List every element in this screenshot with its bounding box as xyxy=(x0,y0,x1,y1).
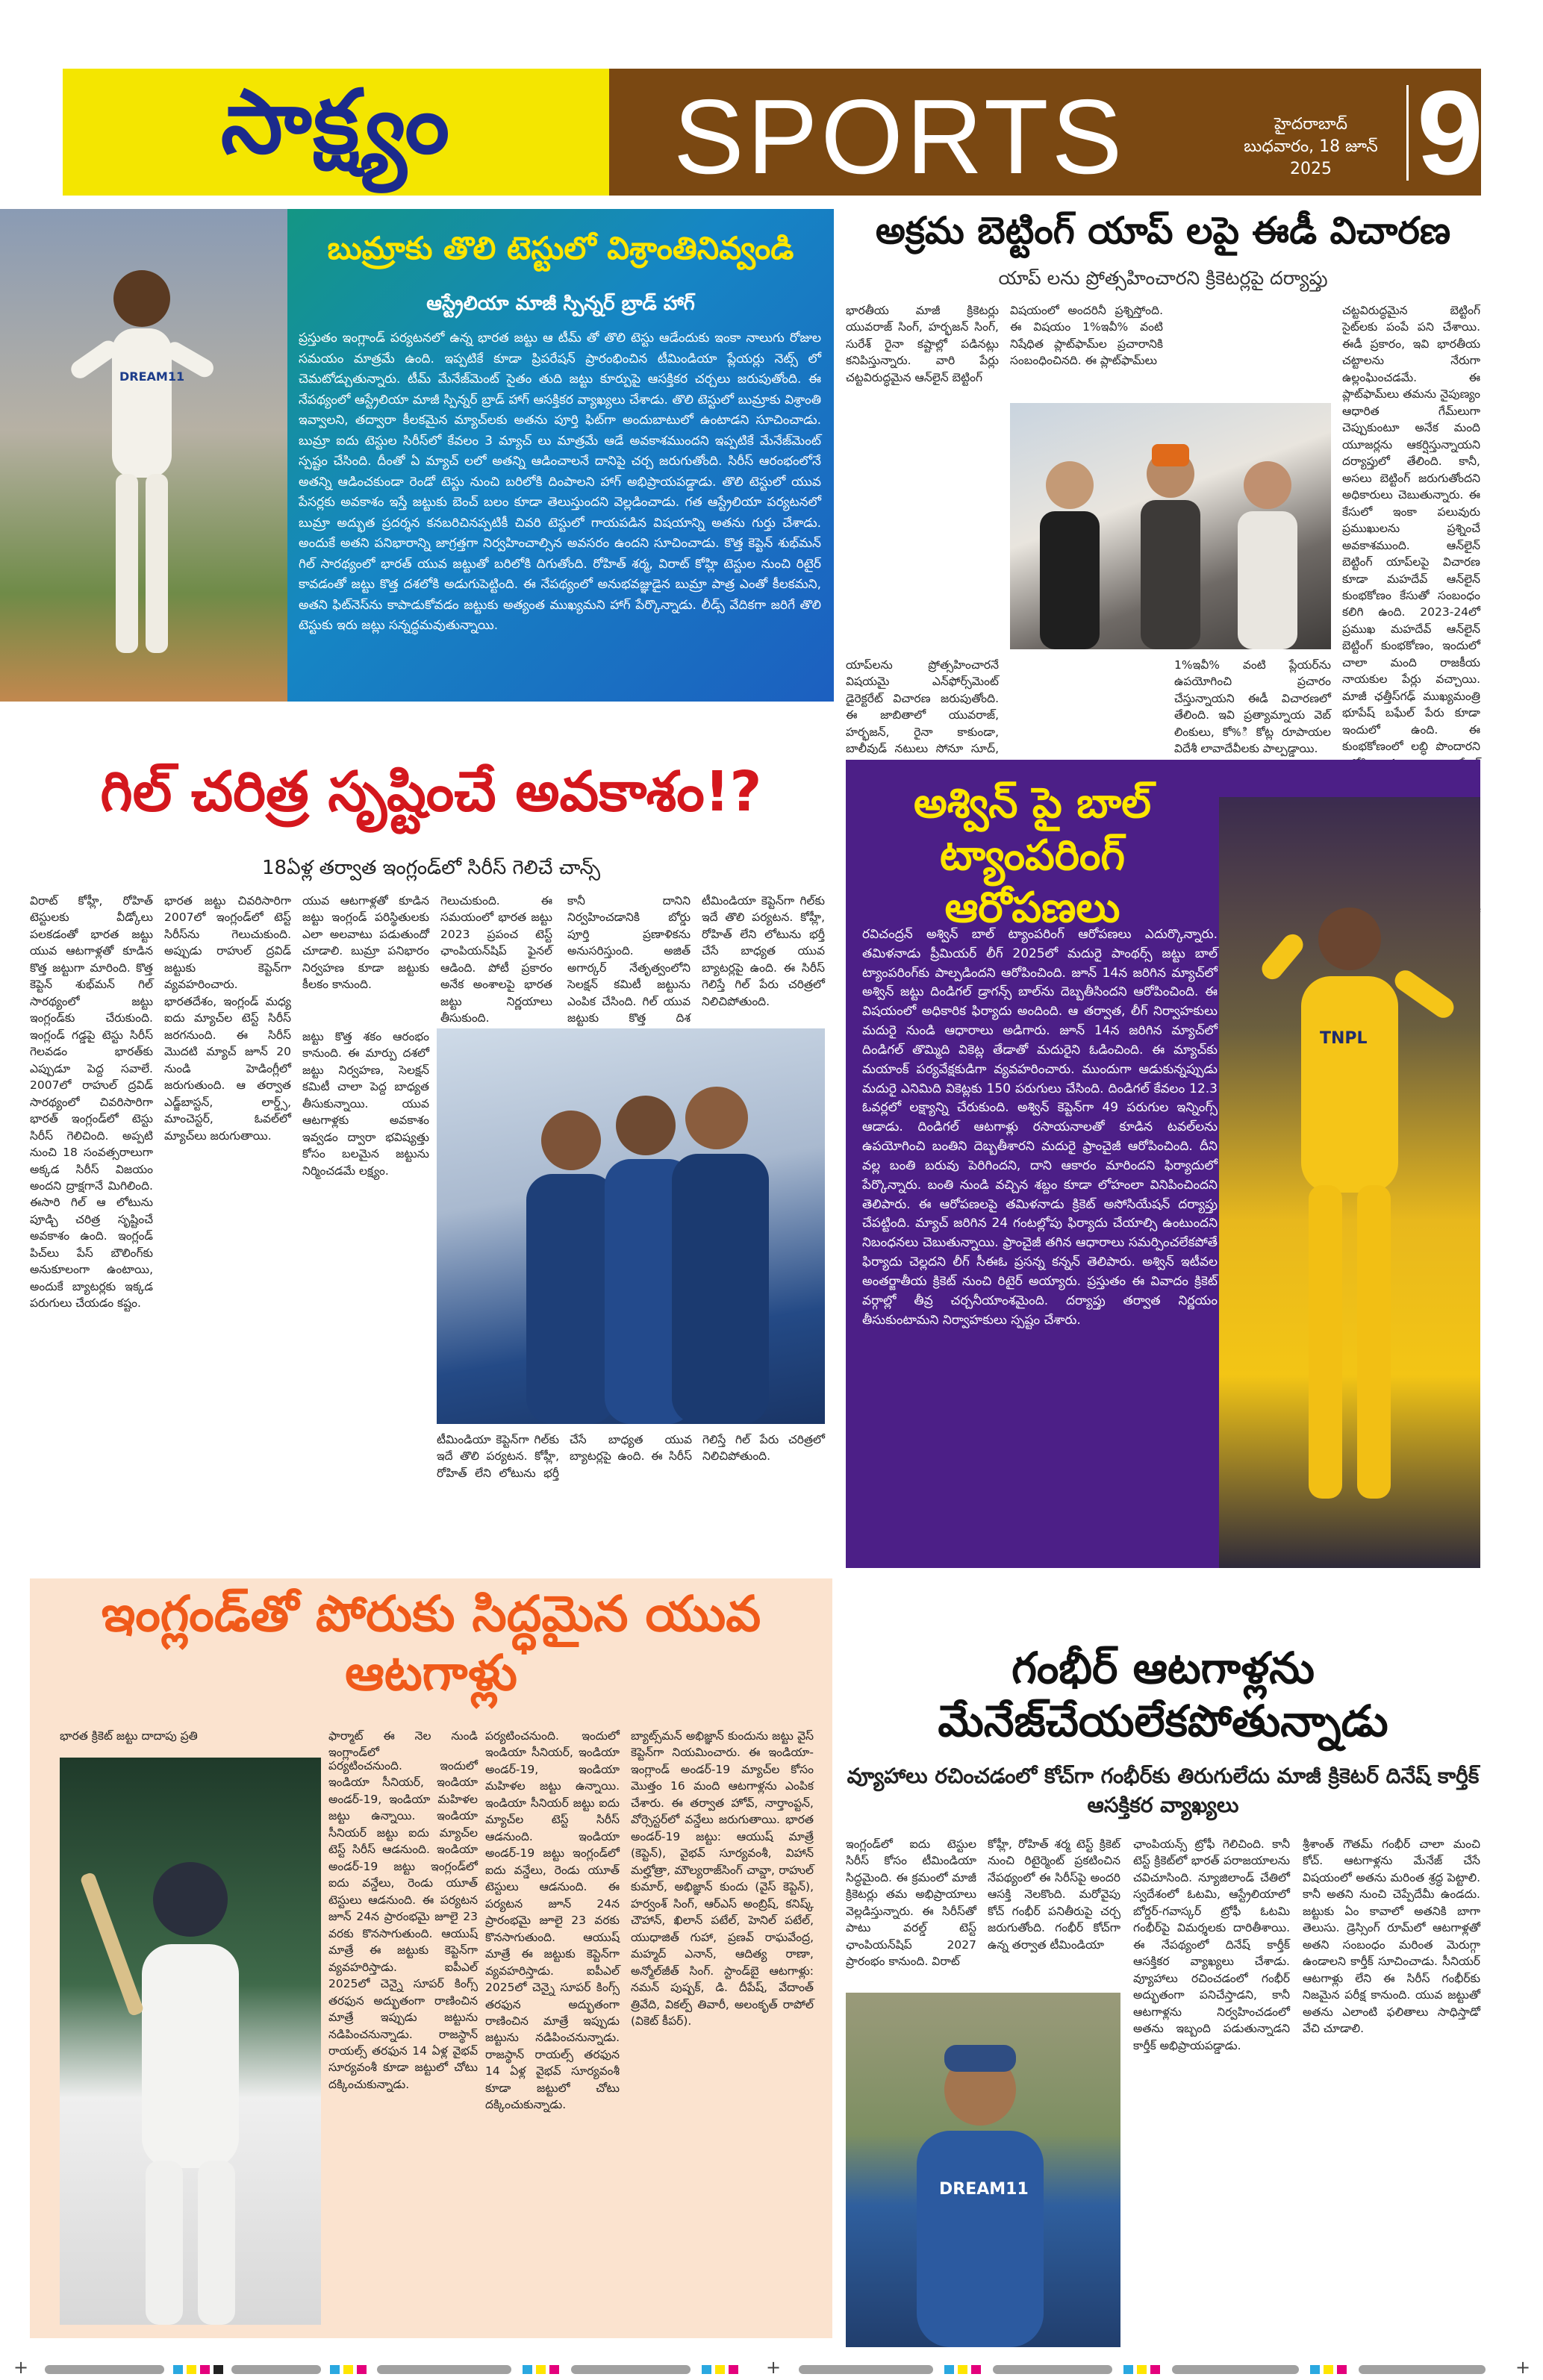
registration-bar xyxy=(1172,2365,1299,2374)
yellow-swatch-icon xyxy=(1137,2365,1147,2374)
players-group-figure-icon xyxy=(437,1028,825,1424)
england-column-4: బ్యాట్స్‌మన్ అభిజ్ఞాన్ కుందును జట్టు వైస్ కెప్టెన్‌గా నియమించారు. ఈ ఇండియా-ఇంగ్లాండ్ అండర్-19 మ్యాచ్‌ల కోసం మొత్తం 16 మంది ఆటగాళ్లను ఎంపిక చేశారు. ఈ తర్వాత హోవ్, నార్తాంప్టన్, వోర్సెస్టర్‌లో వన్డేలు జరుగుతాయి. భారత అండర్-19 జట్టు: ఆయుష్ మాత్రే (కెప్టెన్), వైభవ్ సూర్యవంశీ, విహాన్ మల్హోత్రా, మౌల్యరాజ్‌సింగ్ చావ్డా, రాహుల్ కుమార్, అభిజ్ఞాన్ కుందు (వైస్ కెప్టెన్), హర్వంశ్ సింగ్, ఆర్ఎస్ అంబ్రిష్, కనిష్క్ చౌహాన్, ఖిలాన్ పటేల్, హెనిల్ పటేల్, యుధాజిత్ గుహా, ప్రణవ్ రాఘవేంద్ర, మహ్మద్ ఎనాన్, ఆదిత్య రాణా, అన్మోల్‌జీత్ సింగ్. స్టాండ్‌బై ఆటగాళ్లు: నమన్ పుష్పక్, డి. దీపేష్, వేదాంత్ త్రివేది, వికల్ప్ తివారీ, అలంకృత్ రాపోల్ (వికెట్ కీపర్). xyxy=(631,1729,814,2028)
logo-text: సాక్ష్యం xyxy=(220,69,452,173)
registration-bar xyxy=(377,2365,511,2374)
edition-city: హైదరాబాద్ xyxy=(1274,115,1347,134)
bumrah-celebration-photo xyxy=(0,209,287,702)
registration-mark-icon: + xyxy=(766,2357,782,2378)
england-headline[interactable]: ఇంగ్లండ్‌తో పోరుకు సిద్ధమైన యువ ఆటగాళ్లు xyxy=(101,1585,761,1702)
magenta-swatch-icon xyxy=(1150,2365,1160,2374)
gambhir-subhead: వ్యూహాలు రచించడంలో కోచ్‌గా గంభీర్‌కు తిరుగులేదు మాజీ క్రికెటర్ దినేష్ కార్తీక్ ఆసక్తికర వ్యాఖ్యలు xyxy=(847,1764,1480,1818)
ashwin-photo xyxy=(1219,797,1480,1568)
yellow-swatch-icon xyxy=(1324,2365,1333,2374)
gambhir-column-1: ఇంగ్లండ్‌లో ఐదు టెస్టుల సిరీస్ కోసం టీమిండియా సిద్ధమైంది. ఈ క్రమంలో మాజీ క్రికెటర్లు తమ అభిప్రాయాలు వెల్లడిస్తున్నారు. ఈ సిరీస్‌తో పాటు వరల్డ్ టెస్ట్ ఛాంపియన్‌షిప్ 2027 ప్రారంభం కానుంది. విరాట్ xyxy=(846,1837,976,1969)
registration-bar xyxy=(799,2365,933,2374)
bumrah-headline[interactable]: బుమ్రాకు తొలి టెస్టులో విశ్రాంతినివ్వండి xyxy=(327,230,794,266)
ashwin-headline[interactable]: అశ్విన్ పై బాల్ ట్యాంపరింగ్ ఆరోపణలు xyxy=(914,779,1151,932)
batsman-figure-icon xyxy=(60,1758,321,2325)
gill-column-2: భారత జట్టు చివరిసారిగా 2007లో ఇంగ్లండ్‌లో టెస్ట్ సిరీస్‌ను గెలుచుకుంది. అప్పుడు రాహుల్ ద్రవిడ్ జట్టుకు కెప్టెన్‌గా వ్యవహరించారు. భారతదేశం, ఇంగ్లండ్ మధ్య ఐదు మ్యాచ్‌ల టెస్ట్ సిరీస్ జరగనుంది. ఈ సిరీస్ మొదటి మ్యాచ్ జూన్ 20 నుండి హెడింగ్లీలో జరుగుతుంది. ఆ తర్వాత ఎడ్జ్‌బాస్టన్, లార్డ్స్, మాంచెస్టర్, ఓవల్‌లో మ్యాచ్‌లు జరుగుతాయి. xyxy=(164,894,291,1143)
betting-column-1-continued: యాప్‌లను ప్రోత్సహించారనే విషయమై ఎన్‌ఫోర్స్‌మెంట్ డైరెక్టరేట్ విచారణ జరుపుతోంది. ఈ జాబితాలో యువరాజ్, హర్భజన్, రైనా కాకుండా, బాలీవుడ్ నటులు సోనూ సూద్, xyxy=(846,658,999,756)
yellow-swatch-icon xyxy=(343,2365,353,2374)
betting-column-2-continued: 1%ఇవీ% వంటి ప్లేయర్‌ను ఉపయోగించి ప్రచారం చేస్తున్నాయని ఈడీ విచారణలో తేలింది. ఇవి ప్రత్యామ్నాయ వెబ్ లింకులు, కో%ి కోట్ల రూపాయల విదేశీ లావాదేవీలకు పాల్పడ్డాయి. xyxy=(1174,658,1331,756)
yellow-swatch-icon xyxy=(536,2365,546,2374)
gill-column-6: కానీ దానిని నిర్వహించడానికి బోర్డు పూర్తి ప్రణాళికను అనుసరిస్తుంది. అజిత్ అగార్కర్ నేతృత్వంలోని సెలక్షన్ కమిటీ జట్టును ఎంపిక చేసింది. గిల్ యువ జట్టుకు కొత్త దిశ xyxy=(567,894,691,1025)
magenta-swatch-icon xyxy=(729,2365,738,2374)
gill-column-4: గెలుచుకుంది. ఈ సమయంలో భారత జట్టు 2023 ప్రపంచ టెస్ట్ ఛాంపియన్‌షిప్ ఫైనల్ ఆడింది. పోటీ ప్రకారం అనేక అంశాలపై భారత జట్టు నిర్ణయాలు తీసుకుంది. xyxy=(440,894,552,1025)
yellow-swatch-icon xyxy=(715,2365,725,2374)
gill-column-3: యువ ఆటగాళ్లతో కూడిన జట్టు ఇంగ్లండ్ పరిస్థితులకు ఎలా అలవాటు పడుతుందో చూడాలి. బుమ్రా పనిభారం నిర్వహణ కూడా జట్టుకు కీలకం కానుంది. xyxy=(302,894,429,992)
betting-subhead: యాప్ లను ప్రోత్సహించారని క్రికెటర్లపై దర్యాప్తు xyxy=(998,267,1328,289)
gambhir-photo xyxy=(846,1993,1120,2347)
cyan-swatch-icon xyxy=(330,2365,340,2374)
cyan-swatch-icon xyxy=(1310,2365,1320,2374)
betting-column-2: విషయంలో అందరినీ ప్రశ్నిస్తోంది. ఈ విషయం 1%ఇవీ% వంటి నిషేధిత ప్లాట్‌ఫామ్‌ల ప్రచారానికి సంబంధించినది. ఈ ప్లాట్‌ఫామ్‌లు xyxy=(1010,304,1163,368)
cyan-swatch-icon xyxy=(944,2365,954,2374)
gill-headline[interactable]: గిల్ చరిత్ర సృష్టించే అవకాశం!? xyxy=(100,760,762,824)
registration-bar xyxy=(993,2365,1112,2374)
banner-divider xyxy=(1406,85,1409,181)
registration-bar xyxy=(571,2365,691,2374)
gill-column-7: టీమిండియా కెప్టెన్‌గా గిల్‌కు ఇదే తొలి పర్యటన. కోహ్లీ, రోహిత్ లేని లోటును భర్తీ చేసే బాధ్యత యువ బ్యాటర్లపై ఉంది. ఈ సిరీస్ గెలిస్తే గిల్ పేరు చరిత్రలో నిలిచిపోతుంది. xyxy=(702,894,825,1008)
story-gill[interactable] xyxy=(30,760,832,1543)
cyan-swatch-icon xyxy=(523,2365,532,2374)
england-batsman-photo xyxy=(60,1758,321,2325)
edition-date: బుధవారం, 18 జూన్ 2025 xyxy=(1244,137,1378,178)
yellow-swatch-icon xyxy=(958,2365,967,2374)
gambhir-headline[interactable]: గంభీర్ ఆటగాళ్లను మేనేజ్‌చేయలేకపోతున్నాడు xyxy=(938,1643,1388,1746)
magenta-swatch-icon xyxy=(357,2365,367,2374)
svg-text:DREAM11: DREAM11 xyxy=(119,369,185,384)
svg-text:TNPL: TNPL xyxy=(1320,1029,1368,1048)
story-ashwin[interactable] xyxy=(846,760,1480,1568)
cyan-swatch-icon xyxy=(173,2365,183,2374)
coach-figure-icon xyxy=(846,1993,1120,2347)
magenta-swatch-icon xyxy=(200,2365,210,2374)
magenta-swatch-icon xyxy=(549,2365,559,2374)
gill-column-1: విరాట్ కోహ్లీ, రోహిత్ టెస్టులకు వీడ్కోలు పలకడంతో భారత జట్టు యువ ఆటగాళ్లతో కూడిన కొత్త జట్టుగా మారింది. కొత్త కెప్టెన్ శుభ్‌మన్ గిల్ సారథ్యంలో జట్టు ఇంగ్లండ్‌కు చేరుకుంది. ఇంగ్లండ్ గడ్డపై టెస్టు సిరీస్ గెలవడం భారత్‌కు ఎప్పుడూ పెద్ద సవాలే. 2007లో రాహుల్ ద్రవిడ్ సారథ్యంలో చివరిసారిగా భారత్ ఇంగ్లండ్‌లో టెస్టు సిరీస్ గెలిచింది. అప్పటి నుంచి 18 సంవత్సరాలుగా అక్కడ సిరీస్ విజయం అందని ద్రాక్షగానే మిగిలింది. ఈసారి గిల్ ఆ లోటును పూడ్చి చరిత్ర సృష్టించే అవకాశం ఉంది. ఇంగ్లండ్ పిచ్‌లు పేస్ బౌలింగ్‌కు అనుకూలంగా ఉంటాయి, అందుకే బ్యాటర్లకు ఇక్కడ పరుగులు చేయడం కష్టం. xyxy=(30,894,153,1311)
story-betting[interactable] xyxy=(846,209,1480,756)
newspaper-logo[interactable] xyxy=(63,69,609,196)
betting-column-3: చట్టవిరుద్ధమైన బెట్టింగ్ సైట్‌లకు పంపే పని చేశాయి. ఈడీ ప్రకారం, ఇవి భారతీయ చట్టాలను నేరుగా ఉల్లంఘించడమే. ఈ ప్లాట్‌ఫామ్‌లు తమను నైపుణ్యం ఆధారిత గేమ్‌లుగా చెప్పుకుంటూ అనేక మంది యూజర్లను ఆకర్షిస్తున్నాయని దర్యాప్తులో తేలింది. కానీ, అసలు బెట్టింగ్ జరుగుతోందని అధికారులు చెబుతున్నారు. ఈ కేసులో ఇంకా పలువురు ప్రముఖులను ప్రశ్నించే అవకాశముంది. ఆన్‌లైన్ బెట్టింగ్ యాప్‌లపై విచారణ కూడా మహదేవ్ ఆన్‌లైన్ కుంభకోణం కేసుతో సంబంధం కలిగి ఉంది. 2023-24లో ప్రముఖ మహదేవ్ ఆన్‌లైన్ బెట్టింగ్ కుంభకోణం, ఇందులో చాలా మంది రాజకీయ నాయకుల పేర్లు వచ్చాయి. మాజీ ఛత్తీస్‌గఢ్ ముఖ్యమంత్రి భూపేష్ బఘేల్ పేరు కూడా ఇందులో ఉంది. ఈ కుంభకోణంలో లబ్ధి పొందారని xyxy=(1342,304,1480,754)
ashwin-headline-box xyxy=(846,778,1219,934)
registration-bar xyxy=(231,2365,321,2374)
registration-bar xyxy=(1359,2365,1486,2374)
gill-subhead: 18ఏళ్ల తర్వాత ఇంగ్లండ్‌లో సిరీస్ గెలిచే చాన్స్ xyxy=(262,857,600,879)
story-gambhir[interactable] xyxy=(846,1642,1480,2347)
masthead xyxy=(63,66,1483,199)
bowler-figure-icon xyxy=(1219,797,1480,1568)
england-column-2-continued: పర్యటించనుంది. ఇందులో ఇండియా సీనియర్, ఇండియా అండర్-19, ఇండియా మహిళల జట్టు ఉన్నాయి. ఇండియా సీనియర్ జట్టు ఐదు మ్యాచ్‌ల టెస్ట్ సిరీస్ ఆడనుంది. ఇండియా అండర్-19 జట్టు ఇంగ్లండ్‌లో ఐదు వన్డేలు, రెండు యూత్ టెస్టులు ఆడనుంది. ఈ పర్యటన జూన్ 24న ప్రారంభమై జూలై 23 వరకు కొనసాగుతుంది. ఆయుష్ మాత్రే ఈ జట్టుకు కెప్టెన్‌గా వ్యవహరిస్తాడు. ఐపీఎల్ 2025లో చెన్నై సూపర్ కింగ్స్ తరఫున అద్భుతంగా రాణించిన మాత్రే ఇప్పుడు జట్టును నడిపించనున్నాడు. రాజస్థాన్ రాయల్స్ తరఫున 14 ఏళ్ల వైభవ్ సూర్యవంశీ కూడా జట్టులో చోటు దక్కించుకున్నాడు. xyxy=(328,1759,478,2091)
section-banner xyxy=(609,66,1483,199)
print-registration-strip xyxy=(0,2357,1543,2380)
yellow-swatch-icon xyxy=(187,2365,196,2374)
ashwin-body: రవిచంద్రన్ అశ్విన్ బాల్ ట్యాంపరింగ్ ఆరోపణలు ఎదుర్కొన్నారు. తమిళనాడు ప్రీమియర్ లీగ్ 2025లో మదురై పాంథర్స్ జట్టు బాల్ ట్యాంపరింగ్‌కు పాల్పడిందని ఆరోపించింది. జూన్ 14న జరిగిన మ్యాచ్‌లో అశ్విన్ జట్టు దిండిగల్ డ్రాగన్స్ బాల్‌ను దెబ్బతీసిందని ఆరోపించింది. ఈ విషయంలో అధికారిక ఫిర్యాదు అందింది. ఆ తర్వాత, లీగ్ నిర్వాహకులు మదురై నుండి ఆధారాలు అడిగారు. జూన్ 14న జరిగిన మ్యాచ్‌లో దిండిగల్ తొమ్మిది వికెట్ల తేడాతో మదురైని ఓడించింది. ఈ మ్యాచ్‌కు మయాంక్ పర్యవేక్షకుడిగా వ్యవహరించారు. ముందుగా ఆడుకున్నప్పుడు మదురై ఎనిమిది వికెట్లకు 150 పరుగులు చేసింది. దిండిగల్ కేవలం 12.3 ఓవర్లలో లక్ష్యాన్ని చేరుకుంది. అశ్విన్ కెప్టెన్‌గా 49 పరుగుల ఇన్నింగ్స్ ఆడాడు. దిండిగల్ ఆటగాళ్లు రసాయనాలతో కూడిన టవల్‌లను ఉపయోగించి బంతిని దెబ్బతీశారని మదురై ఫ్రాంచైజీ ఆరోపించింది. దీని వల్ల బంతి బరువు పెరిగిందని, దాని ఆకారం మారిందని ఫిర్యాదులో పేర్కొన్నారు. బంతి నుండి వచ్చిన శబ్దం కూడా లోహంలా వినిపించిందని తెలిపారు. ఈ ఆరోపణలపై తమిళనాడు క్రికెట్ అసోసియేషన్ దర్యాప్తు చేపట్టింది. మ్యాచ్ జరిగిన 24 గంటల్లోపు ఫిర్యాదు చేయాల్సి ఉంటుందని నిబంధనలు చెబుతున్నాయి. ఫ్రాంచైజీ తగిన ఆధారాలు సమర్పించలేకపోతే ఫిర్యాదు చెల్లదని లీగ్ సీఈఓ ప్రసన్న కన్నన్ తెలిపారు. అశ్విన్ ఇటీవల అంతర్జాతీయ క్రికెట్ నుంచి రిటైర్ అయ్యారు. ప్రస్తుతం ఈ వివాదం క్రికెట్ వర్గాల్లో తీవ్ర చర్చనీయాంశమైంది. దర్యాప్తు తర్వాత నిర్ణయం తీసుకుంటామని నిర్వాహకులు స్పష్టం చేశారు. xyxy=(862,927,1218,1328)
svg-text:DREAM11: DREAM11 xyxy=(939,2180,1029,2199)
gill-column-5: జట్టు కొత్త శకం ఆరంభం కానుంది. ఈ మార్పు దశలో జట్టు నిర్వహణ, సెలక్షన్ కమిటీ చాలా పెద్ద బాధ్యత తీసుకున్నాయి. యువ ఆటగాళ్లకు అవకాశం ఇవ్వడం ద్వారా భవిష్యత్తు కోసం బలమైన జట్టును నిర్మించడమే లక్ష్యం. xyxy=(302,1030,429,1178)
magenta-swatch-icon xyxy=(971,2365,981,2374)
england-column-1: భారత క్రికెట్ జట్టు దాదాపు ప్రతి xyxy=(60,1729,198,1743)
england-column-3: పర్యటించనుంది. ఇందులో ఇండియా సీనియర్, ఇండియా అండర్-19, ఇండియా మహిళల జట్టు ఉన్నాయి. ఇండియా సీనియర్ జట్టు ఐదు మ్యాచ్‌ల టెస్ట్ సిరీస్ ఆడనుంది. ఇండియా అండర్-19 జట్టు ఇంగ్లండ్‌లో ఐదు వన్డేలు, రెండు యూత్ టెస్టులు ఆడనుంది. ఈ పర్యటన జూన్ 24న ప్రారంభమై జూలై 23 వరకు కొనసాగుతుంది. ఆయుష్ మాత్రే ఈ జట్టుకు కెప్టెన్‌గా వ్యవహరిస్తాడు. ఐపీఎల్ 2025లో చెన్నై సూపర్ కింగ్స్ తరఫున అద్భుతంగా రాణించిన మాత్రే ఇప్పుడు జట్టును నడిపించనున్నాడు. రాజస్థాన్ రాయల్స్ తరఫున 14 ఏళ్ల వైభవ్ సూర్యవంశీ కూడా జట్టులో చోటు దక్కించుకున్నాడు. xyxy=(485,1729,620,2112)
registration-mark-icon: + xyxy=(1515,2357,1531,2378)
betting-column-1: భారతీయ మాజీ క్రికెటర్లు యువరాజ్ సింగ్, హర్భజన్ సింగ్, సురేశ్ రైనా కష్టాల్లో పడినట్లు కనిపిస్తున్నారు. వారి పేర్లు చట్టవిరుద్ధమైన ఆన్‌లైన్ బెట్టింగ్ xyxy=(846,304,999,384)
three-men-figure-icon xyxy=(1010,403,1331,649)
gambhir-column-2: కోహ్లీ, రోహిత్ శర్మ టెస్ట్ క్రికెట్ నుంచి రిటైర్మెంట్ ప్రకటించిన నేపథ్యంలో ఈ సిరీస్‌పై అందరి ఆసక్తి నెలకొంది. మరోవైపు కోచ్ గంభీర్ పనితీరుపై చర్చ జరుగుతోంది. గంభీర్ కోచ్‌గా ఉన్న తర్వాత టీమిండియా xyxy=(988,1837,1120,1952)
cyan-swatch-icon xyxy=(1123,2365,1133,2374)
england-column-2: ఫార్మాట్ ఈ నెల నుండి ఇంగ్లాండ్‌లో xyxy=(328,1729,478,1760)
story-bumrah[interactable] xyxy=(0,209,834,702)
bumrah-body: ప్రస్తుతం ఇంగ్లాండ్ పర్యటనలో ఉన్న భారత జట్టు ఆ టీమ్ తో తొలి టెస్టు ఆడేందుకు ఇంకా నాలుగు రోజుల సమయం మాత్రమే ఉంది. ఇప్పటికే కూడా ప్రిపరేషన్ ప్రారంభించిన టీమిండియా ప్లేయర్లు నెట్స్ లో చెమటోడ్చుతున్నారు. టీమ్ మేనేజ్‌మెంట్ సైతం తుది జట్టు కూర్పుపై ఆసక్తికర చర్చలు జరుపుతోంది. ఈ నేపథ్యంలో ఆస్ట్రేలియా మాజీ స్పిన్నర్ బ్రాడ్ హాగ్ ఆసక్తికర వ్యాఖ్యలు చేశాడు. తొలి టెస్టులో బుమ్రాకు విశ్రాంతి ఇవ్వాలని, తద్వారా కీలకమైన మ్యాచ్‌లకు అతను పూర్తి ఫిట్‌గా అందుబాటులో ఉంటాడని సూచించాడు. బుమ్రా ఐదు టెస్టుల సిరీస్‌లో కేవలం 3 మ్యాచ్ లు మాత్రమే ఆడే అవకాశముందని ఇప్పటికే మేనేజ్‌మెంట్ స్పష్టం చేసింది. దీంతో ఏ మ్యాచ్ లలో అతన్ని ఆడించాలనే దానిపై చర్చ జరుగుతోంది. సిరీస్ ఆరంభంలోనే అతన్ని ఆడించకుండా రెండో టెస్టు నుంచి బరిలోకి దింపాలని హాగ్ అభిప్రాయపడ్డాడు. తొలి టెస్టులో యువ పేసర్లకు అవకాశం ఇస్తే జట్టుకు బెంచ్ బలం కూడా తెలుస్తుందని వెల్లడించాడు. గత ఆస్ట్రేలియా పర్యటనలో బుమ్రా అద్భుత ప్రదర్శన కనబరిచినప్పటికీ చివరి టెస్టులో గాయపడిన విషయాన్ని అతను గుర్తు చేశాడు. అందుకే అతని పనిభారాన్ని జాగ్రత్తగా నిర్వహించాల్సిన అవసరం ఉందని సూచించాడు. కొత్త కెప్టెన్ శుభ్‌మన్ గిల్ సారథ్యంలో భారత్ యువ జట్టుతో బరిలోకి దిగుతోంది. రోహిత్ శర్మ, విరాట్ కోహ్లి టెస్టుల నుంచి రిటైర్ కావడంతో జట్టు కొత్త దశలోకి అడుగుపెట్టింది. ఈ నేపథ్యంలో అనుభవజ్ఞుడైన బుమ్రా పాత్ర ఎంతో కీలకమని, అతని ఫిట్‌నెస్‌ను కాపాడుకోవడం జట్టుకు అత్యంత ముఖ్యమని హాగ్ పేర్కొన్నాడు. లీడ్స్ వేదికగా జరిగే తొలి టెస్టుకు ఇరు జట్లు సన్నద్ధమవుతున్నాయి. xyxy=(299,331,821,634)
gambhir-column-4: శ్రీశాంత్ గౌతమ్ గంభీర్ చాలా మంచి కోచ్. ఆటగాళ్లను మేనేజ్ చేసే విషయంలో అతను మరింత శ్రద్ధ పెట్టాలి. కానీ అతని నుంచి చెప్పేదేమీ ఉండదు. జట్టుకు ఏం కావాలో అతనికి బాగా తెలుసు. డ్రెస్సింగ్ రూమ్‌లో ఆటగాళ్లతో అతని సంబంధం మరింత మెరుగ్గా ఉండాలని కార్తీక్ సూచించాడు. సీనియర్ ఆటగాళ్లు లేని ఈ సిరీస్ గంభీర్‌కు నిజమైన పరీక్ష కానుంది. యువ జట్టుతో అతను ఎలాంటి ఫలితాలు సాధిస్తాడో వేచి చూడాలి. xyxy=(1303,1837,1480,2036)
registration-mark-icon: + xyxy=(13,2357,29,2378)
section-title: SPORTS xyxy=(673,78,1126,196)
gambhir-column-3: ఛాంపియన్స్ ట్రోఫీ గెలిచింది. కానీ టెస్ట్ క్రికెట్‌లో భారత్ పరాజయాలను చవిచూసింది. న్యూజిలాండ్ చేతిలో స్వదేశంలో ఓటమి, ఆస్ట్రేలియాలో బోర్డర్-గవాస్కర్ ట్రోఫీ ఓటమి గంభీర్‌పై విమర్శలకు దారితీశాయి. ఈ నేపథ్యంలో దినేష్ కార్తీక్ ఆసక్తికర వ్యాఖ్యలు చేశాడు. వ్యూహాలు రచించడంలో గంభీర్ అద్భుతంగా పనిచేస్తాడని, కానీ ఆటగాళ్లను నిర్వహించడంలో అతను ఇబ్బంది పడుతున్నాడని కార్తీక్ అభిప్రాయపడ్డాడు. xyxy=(1133,1837,1290,2052)
bumrah-subhead: ఆస్ట్రేలియా మాజీ స్పిన్నర్ బ్రాడ్ హాగ్ xyxy=(426,293,695,315)
bumrah-headline-box xyxy=(287,216,834,288)
betting-headline[interactable]: అక్రమ బెట్టింగ్ యాప్ లపై ఈడీ విచారణ xyxy=(875,209,1451,252)
cricketer-figure-icon xyxy=(0,209,287,702)
registration-bar xyxy=(45,2365,164,2374)
story-england[interactable] xyxy=(30,1578,832,2338)
betting-celebrities-photo xyxy=(1010,403,1331,649)
black-swatch-icon xyxy=(213,2365,223,2374)
magenta-swatch-icon xyxy=(1337,2365,1347,2374)
gill-team-photo xyxy=(437,1028,825,1424)
cyan-swatch-icon xyxy=(702,2365,711,2374)
gill-column-bottom: టీమిండియా కెప్టెన్‌గా గిల్‌కు ఇదే తొలి పర్యటన. కోహ్లీ, రోహిత్ లేని లోటును భర్తీ చేసే బాధ్యత యువ బ్యాటర్లపై ఉంది. ఈ సిరీస్ గెలిస్తే గిల్ పేరు చరిత్రలో నిలిచిపోతుంది. xyxy=(437,1433,825,1480)
page-number: 9 xyxy=(1417,66,1483,199)
